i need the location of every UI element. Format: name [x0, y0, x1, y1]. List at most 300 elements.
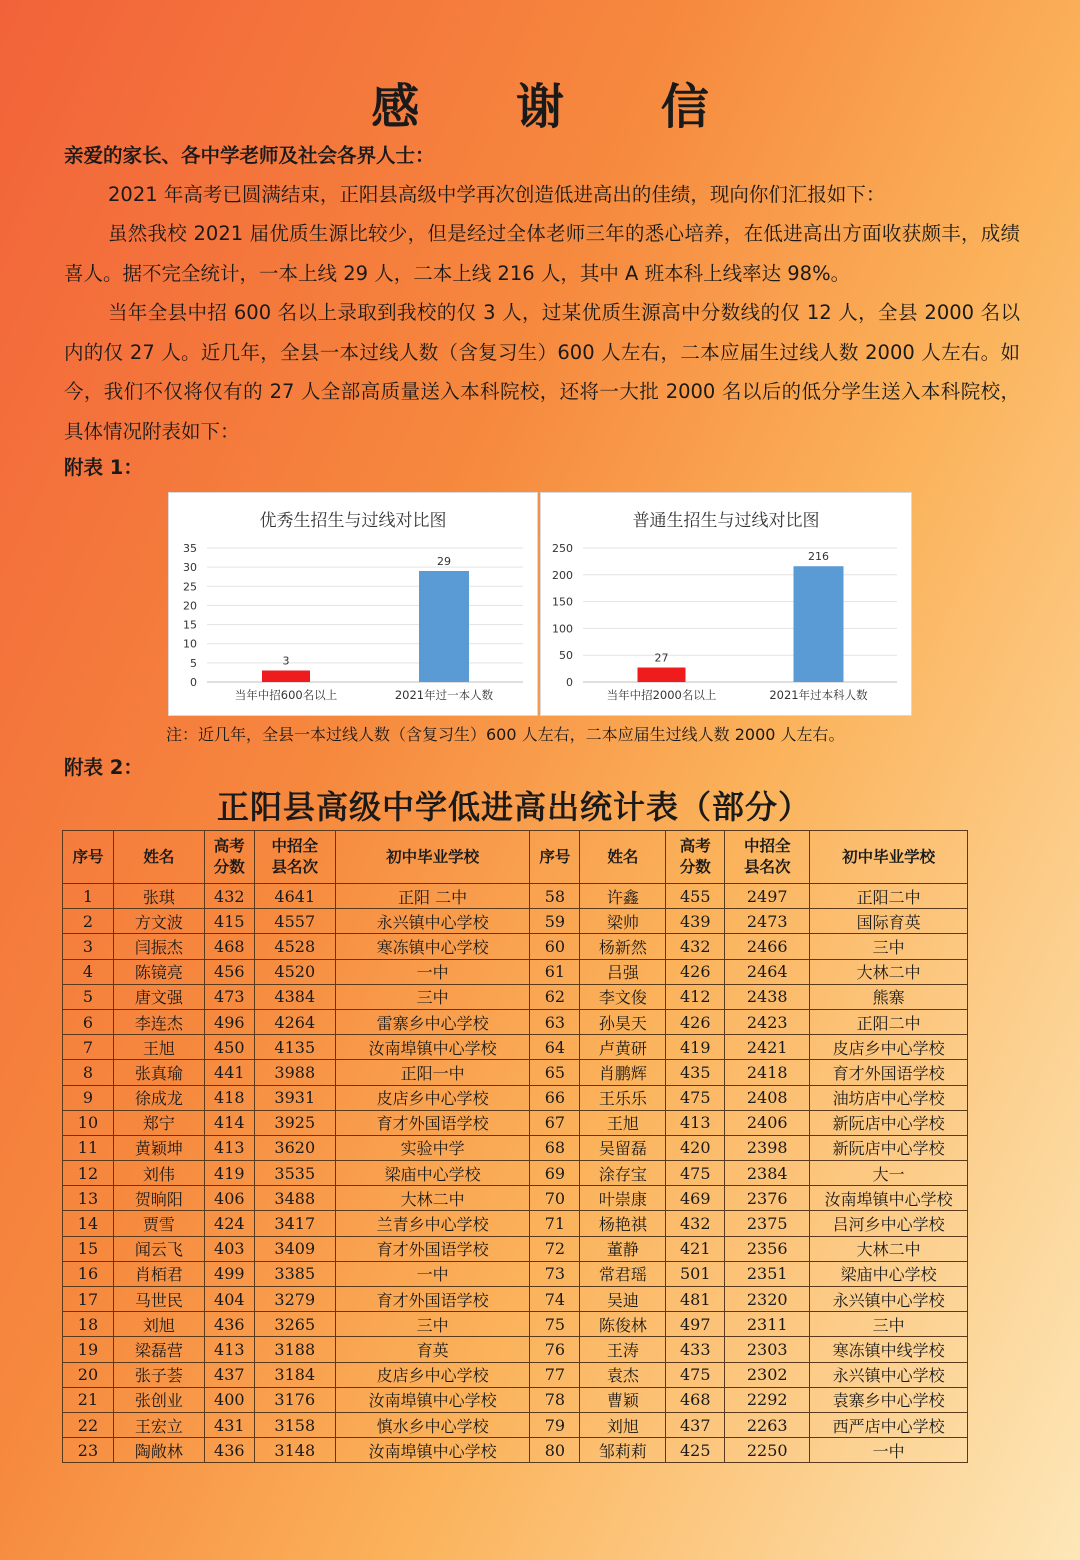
- table-cell: 1: [63, 884, 114, 909]
- table-cell: 三中: [810, 934, 968, 959]
- table-row: [63, 909, 968, 934]
- table-cell: 王涛: [580, 1337, 666, 1362]
- column-header: 中招全 县名次: [725, 831, 810, 884]
- table-cell: 23: [63, 1438, 114, 1463]
- table-cell: 455: [666, 884, 725, 909]
- table-cell: 2: [63, 909, 114, 934]
- table-cell: 张琪: [113, 884, 204, 909]
- column-header: 序号: [530, 831, 580, 884]
- table-cell: 方文波: [113, 909, 204, 934]
- table-cell: 4528: [254, 934, 335, 959]
- table-cell: 435: [666, 1060, 725, 1085]
- column-header: 高考 分数: [204, 831, 254, 884]
- table-cell: 436: [204, 1312, 254, 1337]
- table-cell: 4520: [254, 959, 335, 984]
- regular-students-chart: [540, 492, 912, 716]
- table-cell: 吴留磊: [580, 1135, 666, 1160]
- table-cell: 永兴镇中心学校: [810, 1362, 968, 1387]
- table-cell: 501: [666, 1261, 725, 1286]
- bar: [419, 571, 469, 682]
- table-cell: 2466: [725, 934, 810, 959]
- table-cell: 育英: [335, 1337, 530, 1362]
- y-tick-label: 250: [552, 542, 573, 555]
- table-cell: 3158: [254, 1412, 335, 1437]
- table-cell: 456: [204, 959, 254, 984]
- table-cell: 皮店乡中心学校: [335, 1085, 530, 1110]
- table-cell: 3: [63, 934, 114, 959]
- table-cell: 70: [530, 1186, 580, 1211]
- table-cell: 22: [63, 1412, 114, 1437]
- table-row: [63, 1060, 968, 1085]
- y-tick-label: 0: [566, 676, 573, 689]
- table-cell: 一中: [335, 959, 530, 984]
- table-cell: 4: [63, 959, 114, 984]
- x-tick-label: 当年中招2000名以上: [606, 688, 717, 702]
- table-cell: 437: [666, 1412, 725, 1437]
- table-row: [63, 959, 968, 984]
- table-cell: 正阳 二中: [335, 884, 530, 909]
- table-cell: 413: [204, 1337, 254, 1362]
- table-cell: 13: [63, 1186, 114, 1211]
- table-row: [63, 934, 968, 959]
- table-cell: 3188: [254, 1337, 335, 1362]
- table-title: 正阳县高级中学低进高出统计表（部分）: [216, 788, 811, 826]
- table-cell: 473: [204, 984, 254, 1009]
- table-cell: 张子荟: [113, 1362, 204, 1387]
- table-cell: 12: [63, 1161, 114, 1186]
- table-cell: 413: [666, 1110, 725, 1135]
- table-row: [63, 1085, 968, 1110]
- table-cell: 永兴镇中心学校: [335, 909, 530, 934]
- table-cell: 大一: [810, 1161, 968, 1186]
- table-cell: 皮店乡中心学校: [810, 1035, 968, 1060]
- table-cell: 肖鹏辉: [580, 1060, 666, 1085]
- table-cell: 76: [530, 1337, 580, 1362]
- column-header: 姓名: [580, 831, 666, 884]
- table-cell: 21: [63, 1387, 114, 1412]
- table-cell: 468: [666, 1387, 725, 1412]
- table-cell: 3988: [254, 1060, 335, 1085]
- table-cell: 475: [666, 1085, 725, 1110]
- table-cell: 吕河乡中心学校: [810, 1211, 968, 1236]
- table-cell: 18: [63, 1312, 114, 1337]
- table-cell: 汝南埠镇中心学校: [335, 1387, 530, 1412]
- table-cell: 王旭: [580, 1110, 666, 1135]
- table-cell: 63: [530, 1009, 580, 1034]
- table-cell: 2423: [725, 1009, 810, 1034]
- table-cell: 常君瑶: [580, 1261, 666, 1286]
- table-cell: 王宏立: [113, 1412, 204, 1437]
- data-label: 27: [654, 651, 669, 665]
- table-cell: 71: [530, 1211, 580, 1236]
- table-cell: 2398: [725, 1135, 810, 1160]
- table-cell: 2408: [725, 1085, 810, 1110]
- table-cell: 三中: [335, 1312, 530, 1337]
- table-cell: 张真瑜: [113, 1060, 204, 1085]
- table-cell: 3265: [254, 1312, 335, 1337]
- table-cell: 75: [530, 1312, 580, 1337]
- table-cell: 425: [666, 1438, 725, 1463]
- table-cell: 481: [666, 1287, 725, 1312]
- table-cell: 寒冻镇中线学校: [810, 1337, 968, 1362]
- y-tick-label: 25: [183, 580, 197, 594]
- x-tick-label: 当年中招600名以上: [234, 688, 338, 702]
- table-cell: 慎水乡中心学校: [335, 1412, 530, 1437]
- table-cell: 张创业: [113, 1387, 204, 1412]
- table-cell: 20: [63, 1362, 114, 1387]
- table-cell: 徐成龙: [113, 1085, 204, 1110]
- table-cell: 育才外国语学校: [335, 1287, 530, 1312]
- table-cell: 420: [666, 1135, 725, 1160]
- letter-title: 感 谢 信: [371, 79, 749, 135]
- paragraph-1: 2021 年高考已圆满结束，正阳县高级中学再次创造低进高出的佳绩，现向你们汇报如下：: [108, 183, 886, 206]
- table-cell: 432: [666, 934, 725, 959]
- table-cell: 73: [530, 1261, 580, 1286]
- bar: [794, 566, 844, 682]
- table-row: [63, 1161, 968, 1186]
- table-cell: 61: [530, 959, 580, 984]
- chart-note: 注：近几年，全县一本过线人数（含复习生）600 人左右，二本应届生过线人数 2000 人左右。: [166, 725, 845, 744]
- table-cell: 陶敞林: [113, 1438, 204, 1463]
- table-cell: 406: [204, 1186, 254, 1211]
- table-cell: 黄颖坤: [113, 1135, 204, 1160]
- y-tick-label: 0: [190, 676, 197, 689]
- table-row: [63, 984, 968, 1009]
- table-cell: 3931: [254, 1085, 335, 1110]
- table-cell: 汝南埠镇中心学校: [810, 1186, 968, 1211]
- bar: [262, 671, 310, 682]
- y-tick-label: 30: [183, 561, 197, 575]
- table-cell: 436: [204, 1438, 254, 1463]
- table-cell: 2263: [725, 1412, 810, 1437]
- column-header: 姓名: [113, 831, 204, 884]
- y-tick-label: 5: [190, 656, 197, 670]
- table-cell: 2292: [725, 1387, 810, 1412]
- y-tick-label: 200: [552, 568, 573, 582]
- table-header-row: [63, 831, 968, 884]
- table-cell: 永兴镇中心学校: [810, 1287, 968, 1312]
- table-cell: 62: [530, 984, 580, 1009]
- table-row: [63, 1035, 968, 1060]
- table-cell: 熊寨: [810, 984, 968, 1009]
- table-cell: 肖栢君: [113, 1261, 204, 1286]
- chart-title: 普通生招生与过线对比图: [632, 511, 820, 531]
- table-cell: 三中: [335, 984, 530, 1009]
- table-cell: 2351: [725, 1261, 810, 1286]
- table-cell: 大林二中: [810, 1236, 968, 1261]
- table-cell: 403: [204, 1236, 254, 1261]
- table-cell: 16: [63, 1261, 114, 1286]
- column-header: 初中毕业学校: [335, 831, 530, 884]
- salutation: 亲爱的家长、各中学老师及社会各界人士：: [64, 144, 435, 167]
- chart-title: 优秀生招生与过线对比图: [259, 511, 447, 531]
- column-header: 中招全 县名次: [254, 831, 335, 884]
- table-cell: 梁庙中心学校: [810, 1261, 968, 1286]
- table-cell: 2497: [725, 884, 810, 909]
- table-cell: 3385: [254, 1261, 335, 1286]
- table-row: [63, 1387, 968, 1412]
- table-cell: 袁寨乡中心学校: [810, 1387, 968, 1412]
- table-cell: 皮店乡中心学校: [335, 1362, 530, 1387]
- table-cell: 一中: [810, 1438, 968, 1463]
- table-cell: 4557: [254, 909, 335, 934]
- table-row: [63, 1110, 968, 1135]
- table-cell: 2320: [725, 1287, 810, 1312]
- table-cell: 431: [204, 1412, 254, 1437]
- table-cell: 80: [530, 1438, 580, 1463]
- table-cell: 陈镜亮: [113, 959, 204, 984]
- table-cell: 寒冻镇中心学校: [335, 934, 530, 959]
- table-cell: 426: [666, 1009, 725, 1034]
- table-row: [63, 1438, 968, 1463]
- column-header: 初中毕业学校: [810, 831, 968, 884]
- table-cell: 大林二中: [335, 1186, 530, 1211]
- data-label: 216: [808, 550, 829, 564]
- table-cell: 10: [63, 1110, 114, 1135]
- table-cell: 79: [530, 1412, 580, 1437]
- table-cell: 三中: [810, 1312, 968, 1337]
- table-cell: 77: [530, 1362, 580, 1387]
- table-cell: 404: [204, 1287, 254, 1312]
- table-cell: 杨艳祺: [580, 1211, 666, 1236]
- table-cell: 2302: [725, 1362, 810, 1387]
- table-cell: 吴迪: [580, 1287, 666, 1312]
- table-cell: 400: [204, 1387, 254, 1412]
- table-cell: 李文俊: [580, 984, 666, 1009]
- table-cell: 3148: [254, 1438, 335, 1463]
- table-cell: 梁庙中心学校: [335, 1161, 530, 1186]
- table-cell: 吕强: [580, 959, 666, 984]
- table-cell: 60: [530, 934, 580, 959]
- table-cell: 15: [63, 1236, 114, 1261]
- table-cell: 3279: [254, 1287, 335, 1312]
- table-cell: 499: [204, 1261, 254, 1286]
- y-tick-label: 50: [559, 649, 573, 663]
- table-cell: 陈俊林: [580, 1312, 666, 1337]
- table-cell: 4641: [254, 884, 335, 909]
- table-cell: 497: [666, 1312, 725, 1337]
- table-cell: 5: [63, 984, 114, 1009]
- table-cell: 马世民: [113, 1287, 204, 1312]
- table-cell: 450: [204, 1035, 254, 1060]
- table-cell: 4384: [254, 984, 335, 1009]
- table-cell: 65: [530, 1060, 580, 1085]
- table-row: [63, 1236, 968, 1261]
- table-cell: 王乐乐: [580, 1085, 666, 1110]
- y-tick-label: 20: [183, 599, 197, 613]
- table-cell: 正阳二中: [810, 1009, 968, 1034]
- table-cell: 实验中学: [335, 1135, 530, 1160]
- table-cell: 419: [666, 1035, 725, 1060]
- table-cell: 油坊店中心学校: [810, 1085, 968, 1110]
- table-cell: 邹莉莉: [580, 1438, 666, 1463]
- table-cell: 17: [63, 1287, 114, 1312]
- table-cell: 新阮店中心学校: [810, 1135, 968, 1160]
- table-row: [63, 1312, 968, 1337]
- table-cell: 贺晌阳: [113, 1186, 204, 1211]
- table-cell: 69: [530, 1161, 580, 1186]
- table-cell: 432: [666, 1211, 725, 1236]
- table-cell: 419: [204, 1161, 254, 1186]
- table-cell: 496: [204, 1009, 254, 1034]
- table-cell: 袁杰: [580, 1362, 666, 1387]
- data-label: 29: [437, 554, 451, 568]
- table-cell: 唐文强: [113, 984, 204, 1009]
- table-cell: 74: [530, 1287, 580, 1312]
- table-cell: 4264: [254, 1009, 335, 1034]
- table-cell: 正阳二中: [810, 884, 968, 909]
- table-cell: 兰青乡中心学校: [335, 1211, 530, 1236]
- table-cell: 468: [204, 934, 254, 959]
- table-cell: 刘旭: [113, 1312, 204, 1337]
- table-cell: 许鑫: [580, 884, 666, 909]
- table-cell: 7: [63, 1035, 114, 1060]
- x-tick-label: 2021年过本科人数: [769, 688, 868, 702]
- column-header: 序号: [63, 831, 114, 884]
- table-cell: 432: [204, 884, 254, 909]
- table-cell: 汝南埠镇中心学校: [335, 1438, 530, 1463]
- regular-students-chart-svg: [541, 493, 911, 715]
- table-cell: 3184: [254, 1362, 335, 1387]
- table-cell: 2311: [725, 1312, 810, 1337]
- bar: [638, 668, 686, 682]
- table-cell: 2421: [725, 1035, 810, 1060]
- paragraph-2: 虽然我校 2021 届优质生源比较少，但是经过全体老师三年的悉心培养，在低进高出方面收获颇丰，成绩喜人。据不完全统计，一本上线 29 人，二本上线 216 人，其中 A 班本科上线率达 98%。: [64, 222, 1020, 285]
- table-cell: 6: [63, 1009, 114, 1034]
- table-cell: 大林二中: [810, 959, 968, 984]
- table-cell: 415: [204, 909, 254, 934]
- table-row: [63, 1009, 968, 1034]
- table-cell: 437: [204, 1362, 254, 1387]
- table-cell: 68: [530, 1135, 580, 1160]
- table-cell: 闻云飞: [113, 1236, 204, 1261]
- table-cell: 59: [530, 909, 580, 934]
- table-cell: 曹颖: [580, 1387, 666, 1412]
- table-cell: 475: [666, 1362, 725, 1387]
- y-tick-label: 150: [552, 595, 573, 609]
- excellent-students-chart: [168, 492, 538, 716]
- table-cell: 叶崇康: [580, 1186, 666, 1211]
- y-tick-label: 100: [552, 622, 573, 636]
- excellent-students-chart-svg: [169, 493, 537, 715]
- paragraph-3: 当年全县中招 600 名以上录取到我校的仅 3 人，过某优质生源高中分数线的仅 12 人，全县 2000 名以内的仅 27 人。近几年，全县一本过线人数（含复习生）600 人左右，二本应届生过线人数 2000 人左右。如今，我们不仅将仅有的 27 人全部高质量送入本科院校，还将一大批 2000 名以后的低分学生送入本科院校，具体情况附表如下：: [64, 301, 1020, 443]
- table-cell: 3417: [254, 1211, 335, 1236]
- table-cell: 刘伟: [113, 1161, 204, 1186]
- table-row: [63, 1211, 968, 1236]
- table-cell: 郑宁: [113, 1110, 204, 1135]
- table-cell: 414: [204, 1110, 254, 1135]
- table-cell: 育才外国语学校: [810, 1060, 968, 1085]
- table-cell: 441: [204, 1060, 254, 1085]
- y-tick-label: 10: [183, 637, 197, 651]
- table-row: [63, 1186, 968, 1211]
- table-cell: 78: [530, 1387, 580, 1412]
- table-cell: 贾雪: [113, 1211, 204, 1236]
- appendix-1-label: 附表 1：: [64, 456, 143, 479]
- table-cell: 426: [666, 959, 725, 984]
- table-cell: 2418: [725, 1060, 810, 1085]
- table-cell: 3488: [254, 1186, 335, 1211]
- table-cell: 闫振杰: [113, 934, 204, 959]
- table-cell: 64: [530, 1035, 580, 1060]
- table-cell: 梁磊营: [113, 1337, 204, 1362]
- table-cell: 雷寨乡中心学校: [335, 1009, 530, 1034]
- table-cell: 李连杰: [113, 1009, 204, 1034]
- table-cell: 2384: [725, 1161, 810, 1186]
- table-cell: 19: [63, 1337, 114, 1362]
- table-cell: 杨新然: [580, 934, 666, 959]
- table-cell: 2250: [725, 1438, 810, 1463]
- y-tick-label: 35: [183, 542, 197, 555]
- table-cell: 2356: [725, 1236, 810, 1261]
- table-cell: 58: [530, 884, 580, 909]
- data-label: 3: [282, 654, 290, 668]
- table-cell: 梁帅: [580, 909, 666, 934]
- table-cell: 3925: [254, 1110, 335, 1135]
- table-row: [63, 884, 968, 909]
- table-cell: 2303: [725, 1337, 810, 1362]
- table-cell: 汝南埠镇中心学校: [335, 1035, 530, 1060]
- table-row: [63, 1337, 968, 1362]
- table-cell: 424: [204, 1211, 254, 1236]
- table-cell: 一中: [335, 1261, 530, 1286]
- table-cell: 新阮店中心学校: [810, 1110, 968, 1135]
- table-cell: 2464: [725, 959, 810, 984]
- table-cell: 卢黄研: [580, 1035, 666, 1060]
- table-cell: 2375: [725, 1211, 810, 1236]
- y-tick-label: 15: [183, 618, 197, 632]
- table-cell: 72: [530, 1236, 580, 1261]
- table-cell: 正阳一中: [335, 1060, 530, 1085]
- appendix-2-label: 附表 2：: [64, 756, 143, 779]
- table-cell: 413: [204, 1135, 254, 1160]
- table-cell: 475: [666, 1161, 725, 1186]
- table-cell: 3535: [254, 1161, 335, 1186]
- table-row: [63, 1412, 968, 1437]
- statistics-table: [62, 830, 968, 1463]
- table-cell: 433: [666, 1337, 725, 1362]
- table-cell: 刘旭: [580, 1412, 666, 1437]
- column-header: 高考 分数: [666, 831, 725, 884]
- table-cell: 67: [530, 1110, 580, 1135]
- x-tick-label: 2021年过一本人数: [394, 688, 494, 702]
- table-cell: 涂存宝: [580, 1161, 666, 1186]
- table-cell: 4135: [254, 1035, 335, 1060]
- table-row: [63, 1135, 968, 1160]
- table-cell: 育才外国语学校: [335, 1236, 530, 1261]
- table-cell: 412: [666, 984, 725, 1009]
- table-cell: 育才外国语学校: [335, 1110, 530, 1135]
- table-cell: 3176: [254, 1387, 335, 1412]
- table-row: [63, 1261, 968, 1286]
- table-cell: 11: [63, 1135, 114, 1160]
- table-row: [63, 1287, 968, 1312]
- table-cell: 2376: [725, 1186, 810, 1211]
- table-cell: 王旭: [113, 1035, 204, 1060]
- table-cell: 国际育英: [810, 909, 968, 934]
- table-cell: 2406: [725, 1110, 810, 1135]
- table-cell: 421: [666, 1236, 725, 1261]
- table-cell: 2473: [725, 909, 810, 934]
- table-row: [63, 1362, 968, 1387]
- table-cell: 14: [63, 1211, 114, 1236]
- table-cell: 董静: [580, 1236, 666, 1261]
- table-cell: 9: [63, 1085, 114, 1110]
- table-cell: 439: [666, 909, 725, 934]
- table-cell: 8: [63, 1060, 114, 1085]
- table-cell: 3620: [254, 1135, 335, 1160]
- table-cell: 2438: [725, 984, 810, 1009]
